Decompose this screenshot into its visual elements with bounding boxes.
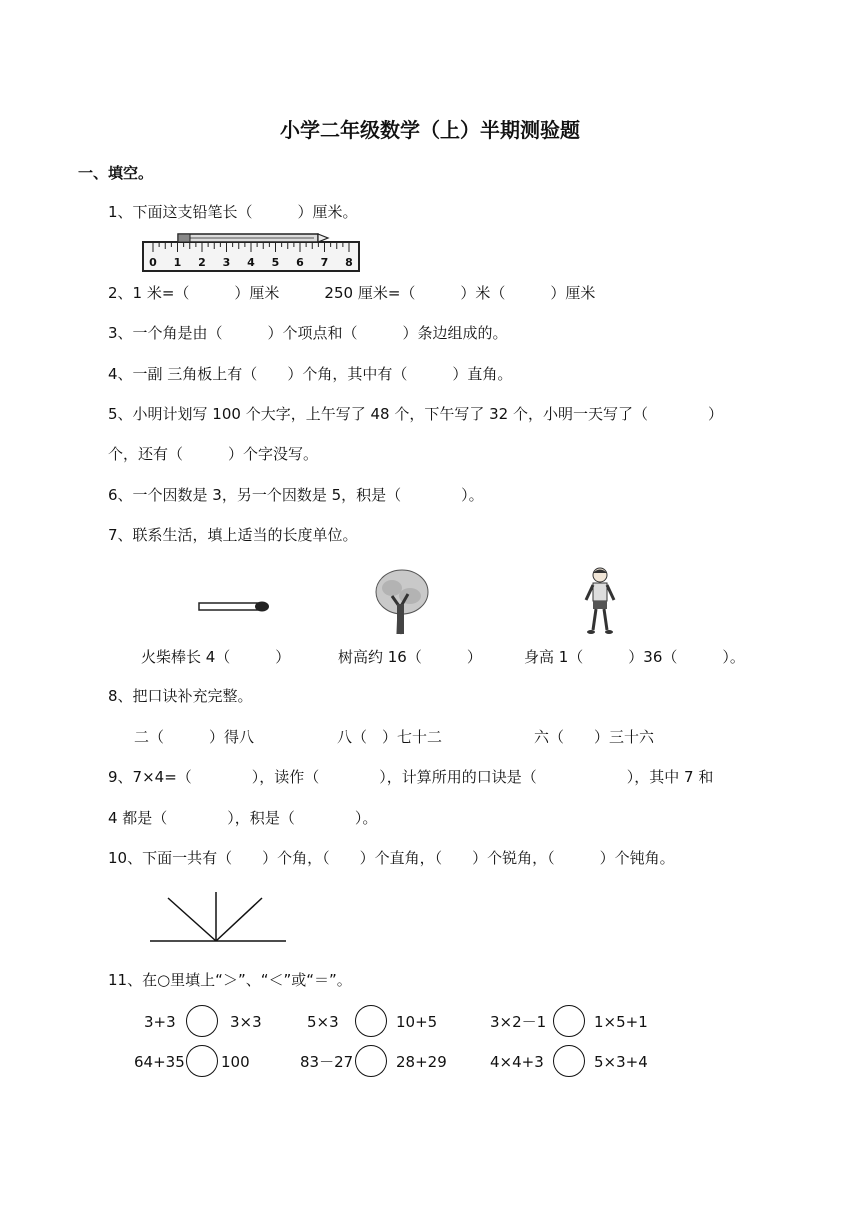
compare-left: 83－27 <box>300 1053 354 1071</box>
question-10: 10、下面一共有（ ）个角，（ ）个直角，（ ）个锐角，（ ）个钝角。 <box>108 849 675 867</box>
question-9-line-2: 4 都是（ ），积是（ ）。 <box>108 809 378 827</box>
tree-image <box>372 568 432 634</box>
compare-circle[interactable] <box>553 1045 585 1077</box>
compare-right: 100 <box>221 1053 250 1071</box>
compare-left: 4×4+3 <box>490 1053 544 1071</box>
ruler-label: 0 <box>149 256 157 269</box>
ruler-label: 1 <box>173 256 182 269</box>
question-5-line-1: 5、小明计划写 100 个大字，上午写了 48 个，下午写了 32 个，小明一天写了（ ） <box>108 405 723 423</box>
compare-circle[interactable] <box>186 1045 218 1077</box>
question-4: 4、一副 三角板上有（ ）个角，其中有（ ）直角。 <box>108 365 513 383</box>
q7-matchstick-blank: 火柴棒长 4（ ） <box>141 648 291 666</box>
q8-item-2: 八（ ）七十二 <box>337 728 443 746</box>
question-1: 1、下面这支铅笔长（ ）厘米。 <box>108 203 358 221</box>
compare-right: 3×3 <box>230 1013 262 1031</box>
q8-item-1: 二（ ）得八 <box>134 728 255 746</box>
section-heading-fill-blanks: 一、填空。 <box>78 164 154 182</box>
compare-right: 5×3+4 <box>594 1053 648 1071</box>
compare-circle[interactable] <box>355 1045 387 1077</box>
compare-left: 3×2－1 <box>490 1013 547 1031</box>
matchstick-image <box>198 600 272 614</box>
q8-item-3: 六（ ）三十六 <box>534 728 655 746</box>
question-6: 6、一个因数是 3，另一个因数是 5，积是（ ）。 <box>108 486 484 504</box>
boy-image <box>580 566 620 636</box>
question-5-line-2: 个，还有（ ）个字没写。 <box>108 445 319 463</box>
compare-left: 5×3 <box>307 1013 339 1031</box>
question-2: 2、1 米=（ ）厘米 250 厘米=（ ）米（ ）厘米 <box>108 284 596 302</box>
compare-right: 1×5+1 <box>594 1013 648 1031</box>
ruler-label: 8 <box>345 256 353 269</box>
question-3: 3、一个角是由（ ）个项点和（ ）条边组成的。 <box>108 324 508 342</box>
compare-right: 10+5 <box>396 1013 438 1031</box>
compare-left: 3+3 <box>144 1013 176 1031</box>
question-9-line-1: 9、7×4=（ ），读作（ ），计算所用的口诀是（ ），其中 7 和 <box>108 768 714 786</box>
question-8: 8、把口诀补充完整。 <box>108 687 253 705</box>
ruler-label: 2 <box>198 256 206 269</box>
ruler-label: 4 <box>247 256 255 269</box>
ruler-label: 6 <box>296 256 304 269</box>
compare-circle[interactable] <box>553 1005 585 1037</box>
ruler-label: 3 <box>222 256 231 269</box>
compare-circle[interactable] <box>355 1005 387 1037</box>
question-7: 7、联系生活，填上适当的长度单位。 <box>108 526 358 544</box>
page-title: 小学二年级数学（上）半期测验题 <box>280 118 580 142</box>
q7-height-blank: 身高 1（ ）36（ ）。 <box>524 648 745 666</box>
ruler-pencil-image <box>142 232 360 272</box>
question-11: 11、在○里填上“＞”、“＜”或“＝”。 <box>108 971 352 989</box>
ruler-label: 7 <box>320 256 329 269</box>
compare-left: 64+35 <box>134 1053 185 1071</box>
compare-circle[interactable] <box>186 1005 218 1037</box>
ruler-label: 5 <box>271 256 280 269</box>
compare-right: 28+29 <box>396 1053 447 1071</box>
q7-tree-blank: 树高约 16（ ） <box>338 648 482 666</box>
angle-diagram <box>150 892 288 944</box>
